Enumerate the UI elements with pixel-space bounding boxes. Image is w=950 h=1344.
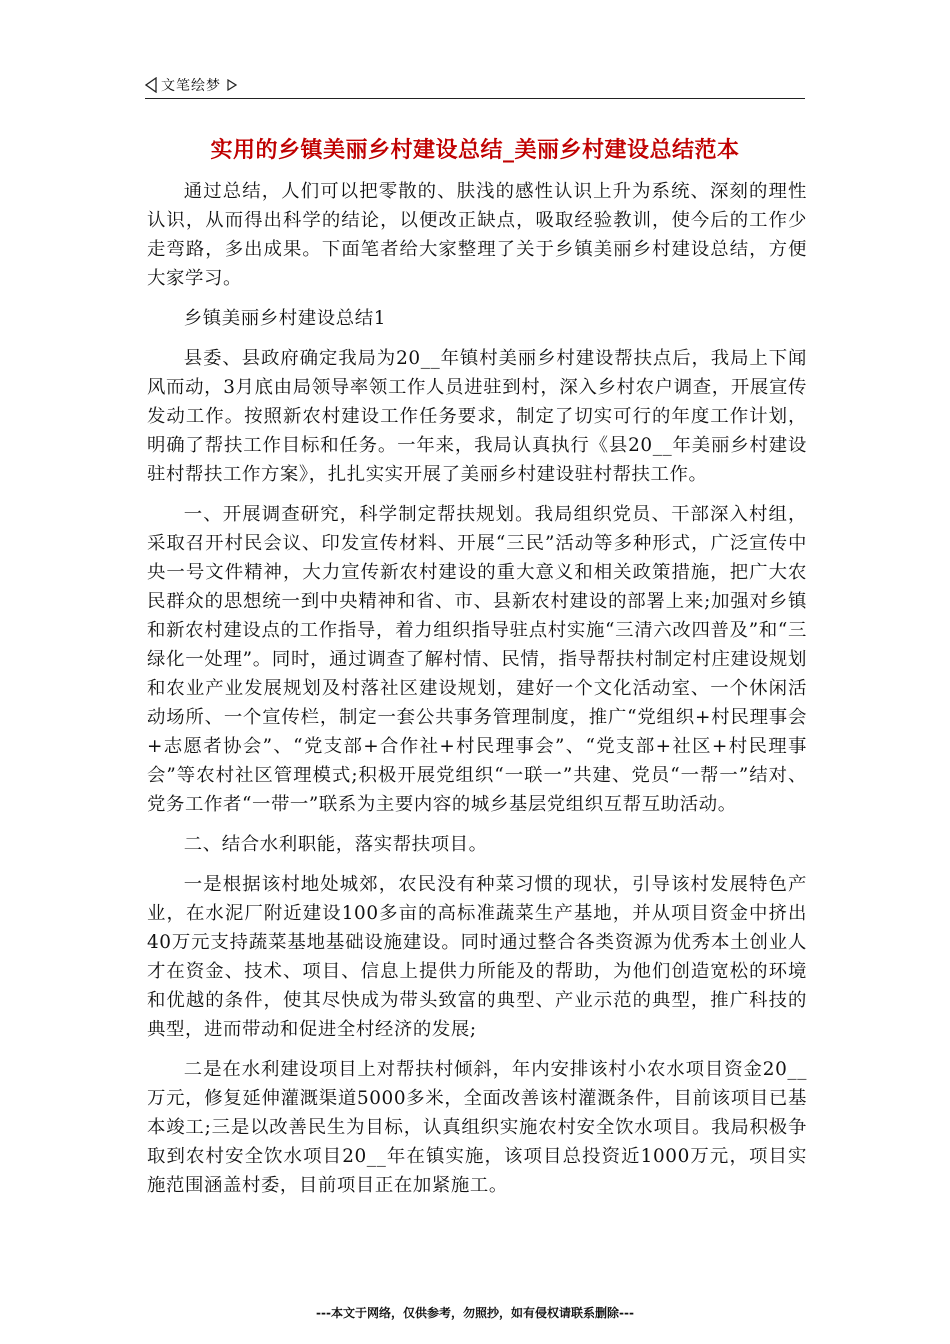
paragraph-intro: 通过总结，人们可以把零散的、肤浅的感性认识上升为系统、深刻的理性认识，从而得出科学的结论，以便改正缺点，吸取经验教训，使今后的工作少走弯路，多出成果。下面笔者给大家整理了关于乡镇美丽乡村建设总结，方便大家学习。 [147, 181, 807, 289]
triangle-left-outline-icon [145, 77, 157, 93]
paragraph: 一、开展调查研究，科学制定帮扶规划。我局组织党员、干部深入村组，采取召开村民会议、印发宣传材料、开展“三民”活动等多种形式，广泛宣传中央一号文件精神，大力宣传新农村建设的重大意义和相关政策措施，把广大农民群众的思想统一到中央精神和省、市、县新农村建设的部署上来;加强对乡镇和新农村建设点的工作指导，着力组织指导驻点村实施“三清六改四普及”和“三绿化一处理”。同时，通过调查了解村情、民情，指导帮扶村制定村庄建设规划和农业产业发展规划及村落社区建设规划，建好一个文化活动室、一个休闲活动场所、一个宣传栏，制定一套公共事务管理制度，推广“党组织+村民理事会+志愿者协会”、“党支部+合作社+村民理事会”、“党支部+社区+村民理事会”等农村社区管理模式;积极开展党组织“一联一”共建、党员“一帮一”结对、党务工作者“一带一”联系为主要内容的城乡基层党组织互帮互助活动。 [147, 504, 807, 815]
footer-disclaimer: ---本文于网络，仅供参考，勿照抄，如有侵权请联系删除--- [316, 1306, 634, 1320]
section-heading: 乡镇美丽乡村建设总结1 [183, 308, 387, 329]
subsection-heading: 二、结合水利职能，落实帮扶项目。 [183, 834, 488, 855]
document-title: 实用的乡镇美丽乡村建设总结_美丽乡村建设总结范本 [210, 138, 740, 163]
document-body [147, 177, 807, 1211]
brand-name: 文笔绘梦 [161, 78, 221, 94]
triangle-right-outline-icon [227, 79, 237, 91]
page-header [145, 72, 805, 99]
paragraph: 县委、县政府确定我局为20__年镇村美丽乡村建设帮扶点后，我局上下闻风而动，3月底由局领导率领工作人员进驻到村，深入乡村农户调查，开展宣传发动工作。按照新农村建设工作任务要求，制定了切实可行的年度工作计划，明确了帮扶工作目标和任务。一年来，我局认真执行《县20__年美丽乡村建设驻村帮扶工作方案》，扎扎实实开展了美丽乡村建设驻村帮扶工作。 [147, 348, 807, 485]
paragraph: 一是根据该村地处城郊，农民没有种菜习惯的现状，引导该村发展特色产业，在水泥厂附近建设100多亩的高标准蔬菜生产基地，并从项目资金中挤出40万元支持蔬菜基地基础设施建设。同时通过整合各类资源为优秀本土创业人才在资金、技术、项目、信息上提供力所能及的帮助，为他们创造宽松的环境和优越的条件，使其尽快成为带头致富的典型、产业示范的典型，推广科技的典型，进而带动和促进全村经济的发展; [147, 874, 807, 1040]
paragraph: 二是在水利建设项目上对帮扶村倾斜，年内安排该村小农水项目资金20__万元，修复延伸灌溉渠道5000多米，全面改善该村灌溉条件，目前该项目已基本竣工;三是以改善民生为目标，认真组织实施农村安全饮水项目。我局积极争取到农村安全饮水项目20__年在镇实施，该项目总投资近1000万元，项目实施范围涵盖村委，目前项目正在加紧施工。 [147, 1059, 807, 1196]
